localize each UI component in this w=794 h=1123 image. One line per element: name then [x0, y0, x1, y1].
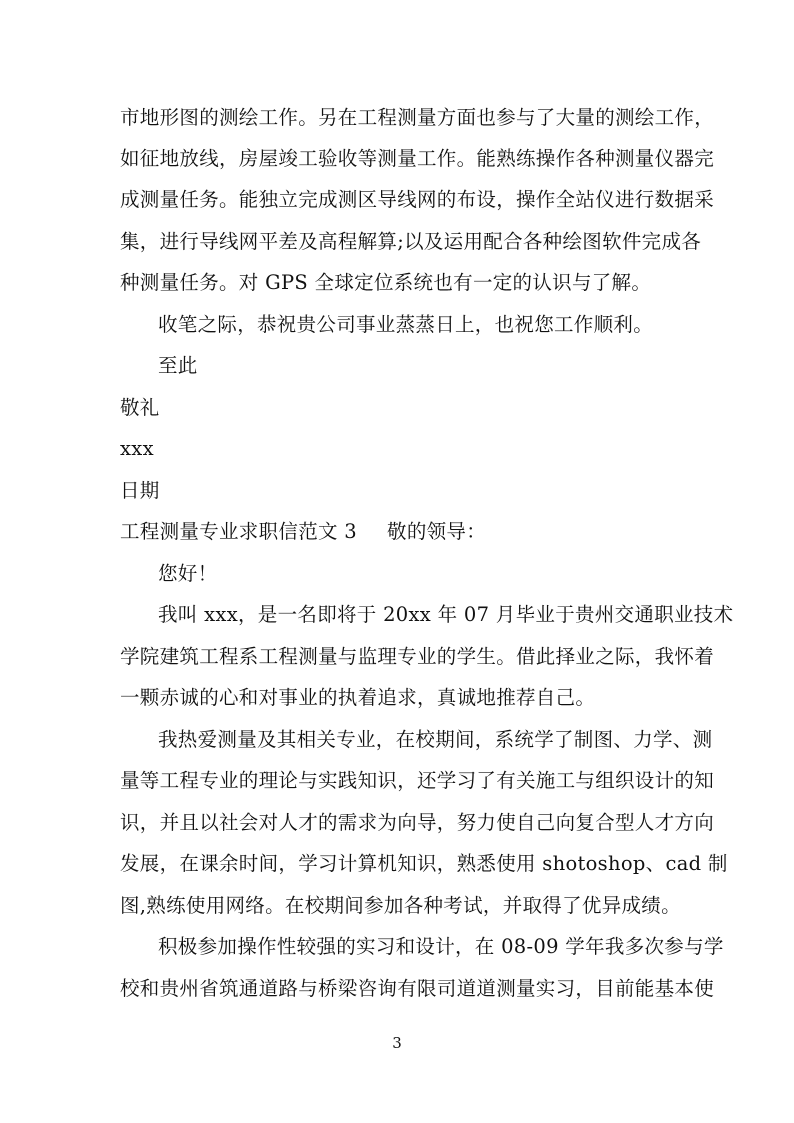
text-line: 发展，在课余时间，学习计算机知识，熟悉使用 shotoshop、cad 制	[120, 852, 728, 875]
text-line: 一颗赤诚的心和对事业的执着追求，真诚地推荐自己。	[120, 686, 596, 709]
text-line: 校和贵州省筑通道路与桥梁咨询有限司道道测量实习，目前能基本使	[120, 977, 715, 1000]
section-heading-line	[120, 520, 680, 544]
text-line: 成测量任务。能独立完成测区导线网的布设，操作全站仪进行数据采	[120, 188, 715, 211]
date-label: 日期	[120, 479, 160, 502]
salutation: 敬礼	[120, 396, 160, 419]
text-line: 种测量任务。对 GPS 全球定位系统也有一定的认识与了解。	[120, 271, 652, 294]
section-title: 工程测量专业求职信范文 3	[120, 520, 358, 543]
closing-phrase: 至此	[158, 354, 198, 377]
text-line: 识，并且以社会对人才的需求为向导，努力使自己向复合型人才方向	[120, 811, 715, 834]
signature-name: xxx	[120, 437, 154, 460]
text-line: 我叫 xxx，是一名即将于 20xx 年 07 月毕业于贵州交通职业技术	[158, 603, 734, 626]
text-line: 市地形图的测绘工作。另在工程测量方面也参与了大量的测绘工作，	[120, 106, 715, 129]
page-number: 3	[392, 1034, 402, 1052]
text-line: 集，进行导线网平差及高程解算;以及运用配合各种绘图软件完成各	[120, 230, 702, 253]
greeting: 您好！	[158, 562, 218, 585]
text-line: 我热爱测量及其相关专业，在校期间，系统学了制图、力学、测	[158, 728, 713, 751]
text-line: 积极参加操作性较强的实习和设计，在 08-09 学年我多次参与学	[158, 935, 724, 958]
text-line: 量等工程专业的理论与实践知识，还学习了有关施工与组织设计的知	[120, 769, 715, 792]
text-line: 如征地放线，房屋竣工验收等测量工作。能熟练操作各种测量仪器完	[120, 147, 715, 170]
recipient-greeting: 敬的领导：	[387, 520, 487, 543]
closing-paragraph: 收笔之际，恭祝贵公司事业蒸蒸日上，也祝您工作顺利。	[158, 313, 654, 336]
text-line: 图,熟练使用网络。在校期间参加各种考试，并取得了优异成绩。	[120, 894, 681, 917]
text-line: 学院建筑工程系工程测量与监理专业的学生。借此择业之际，我怀着	[120, 645, 715, 668]
